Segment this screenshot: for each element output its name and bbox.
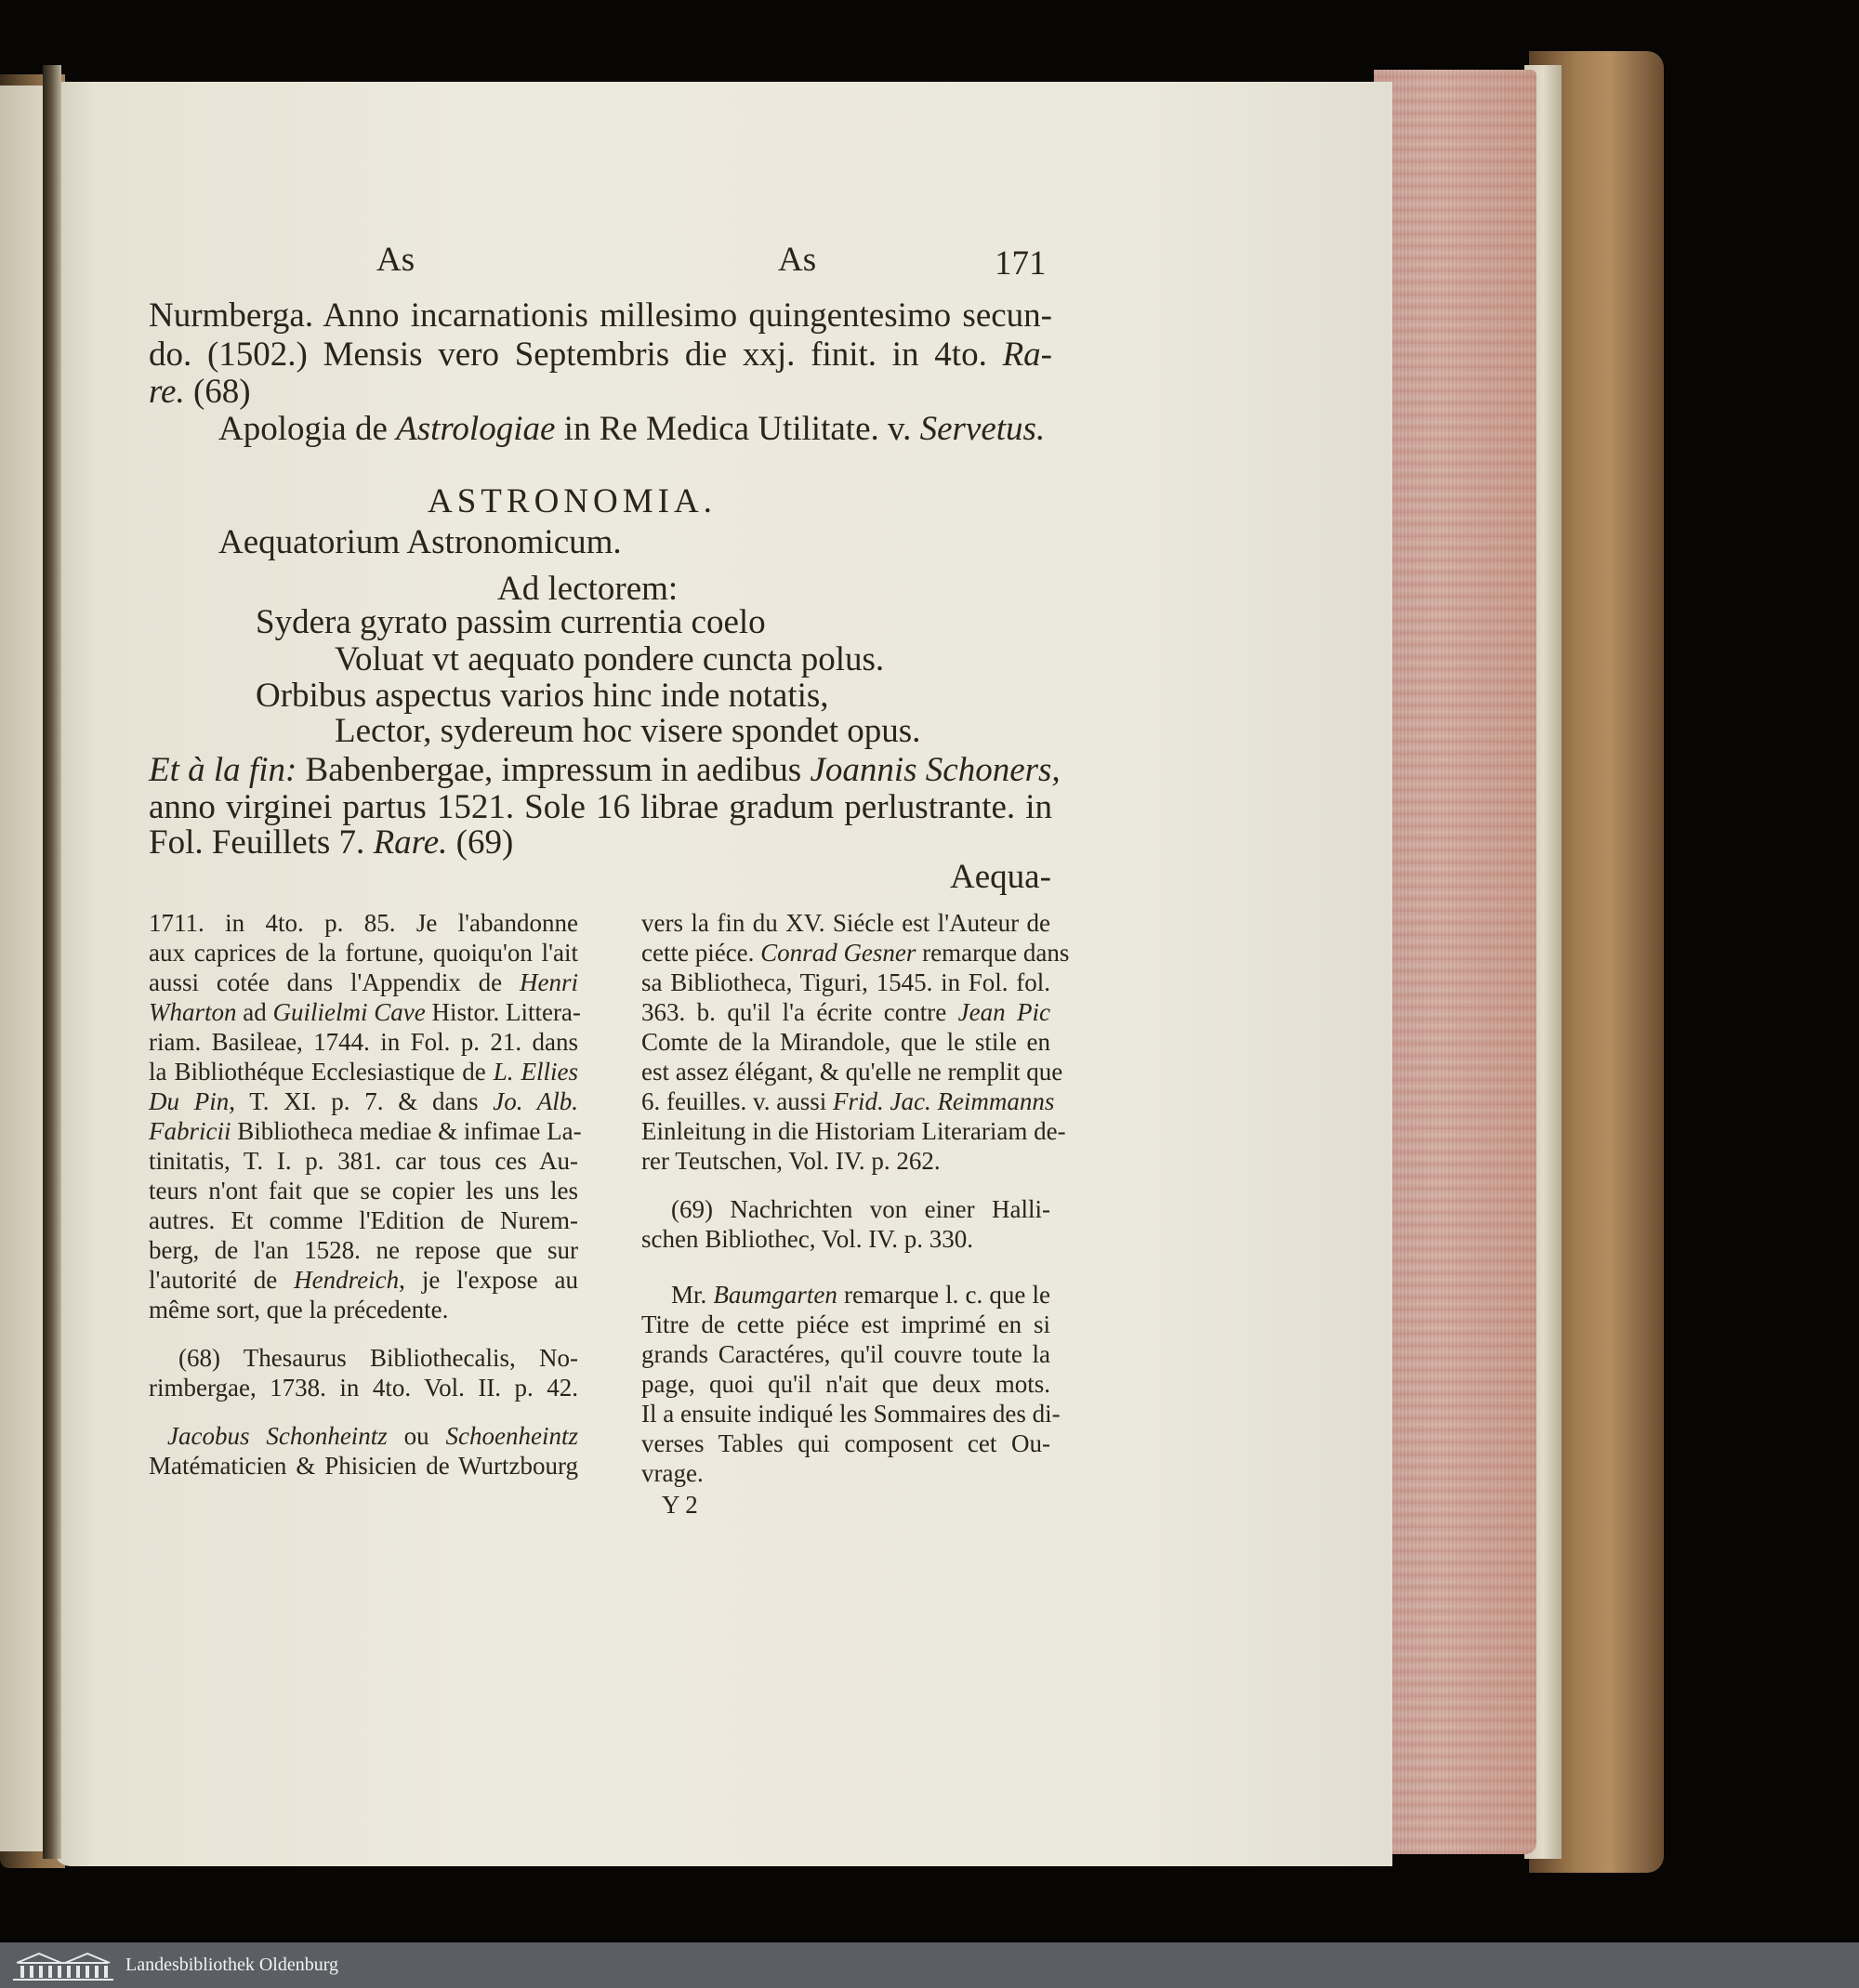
note-line: 6. feuilles. v. aussi Frid. Jac. Reimmanns xyxy=(641,1087,1055,1115)
note-line: Jacobus Schonheintz ou Schoenheintz xyxy=(167,1422,578,1450)
verse-line-2: Voluat vt aequato pondere cuncta polus. xyxy=(335,640,885,678)
main-line-9: Fol. Feuillets 7. Rare. (69) xyxy=(149,823,514,862)
main-line-8: anno virginei partus 1521. Sole 16 librae gradum perlustrante. in xyxy=(149,788,1052,826)
main-line-2: do. (1502.) Mensis vero Septembris die xxj. finit. in 4to. Ra- xyxy=(149,336,1052,374)
left-page-edge xyxy=(0,86,48,1851)
note-line: aussi cotée dans l'Appendix de Henri xyxy=(149,968,578,996)
footer-bar xyxy=(0,1942,1859,1988)
main-line-3: re. (68) xyxy=(149,373,251,411)
note-line: page, quoi qu'il n'ait que deux mots. xyxy=(641,1370,1050,1398)
main-line-1: Nurmberga. Anno incarnationis millesimo quingentesimo secun- xyxy=(149,296,1052,335)
verse-line-1: Sydera gyrato passim currentia coelo xyxy=(256,603,766,641)
note-line: vers la fin du XV. Siécle est l'Auteur de xyxy=(641,909,1050,937)
verse-line-3: Orbibus aspectus varios hinc inde notatis, xyxy=(256,677,829,715)
footnote-69-cont: schen Bibliothec, Vol. IV. p. 330. xyxy=(641,1225,973,1253)
note-line: Titre de cette piéce est imprimé en si xyxy=(641,1310,1050,1338)
footnote-69: (69) Nachrichten von einer Halli- xyxy=(671,1195,1050,1223)
note-line: tinitatis, T. I. p. 381. car tous ces Au- xyxy=(149,1147,578,1175)
note-line: verses Tables qui composent cet Ou- xyxy=(641,1429,1050,1457)
note-line: rer Teutschen, Vol. IV. p. 262. xyxy=(641,1147,941,1175)
main-line-4: Apologia de Astrologiae in Re Medica Utilitate. v. Servetus. xyxy=(218,410,1046,448)
footnote-68-cont: rimbergae, 1738. in 4to. Vol. II. p. 42. xyxy=(149,1374,578,1402)
note-line: grands Caractéres, qu'il couvre toute la xyxy=(641,1340,1050,1368)
page-fore-edge xyxy=(1374,70,1536,1854)
note-line: Wharton ad Guilielmi Cave Histor. Littera- xyxy=(149,998,581,1026)
note-line: berg, de l'an 1528. ne repose que sur xyxy=(149,1236,578,1264)
note-line: Mr. Baumgarten remarque l. c. que le xyxy=(671,1281,1050,1309)
note-line: la Bibliothéque Ecclesiastique de L. Ellies xyxy=(149,1058,578,1086)
footnote-68: (68) Thesaurus Bibliothecalis, No- xyxy=(178,1344,578,1372)
note-line: cette piéce. Conrad Gesner remarque dans xyxy=(641,939,1070,967)
section-heading: ASTRONOMIA. xyxy=(428,482,717,520)
page-number: 171 xyxy=(995,244,1047,283)
catchword: Aequa- xyxy=(950,858,1051,896)
gutter-shadow xyxy=(43,65,61,1859)
footer-institution: Landesbibliothek Oldenburg xyxy=(125,1955,339,1975)
note-line: autres. Et comme l'Edition de Nurem- xyxy=(149,1206,578,1234)
note-line: 1711. in 4to. p. 85. Je l'abandonne xyxy=(149,909,578,937)
note-line: Comte de la Mirandole, que le stile en xyxy=(641,1028,1050,1056)
note-line: est assez élégant, & qu'elle ne remplit que xyxy=(641,1058,1063,1086)
note-line: l'autorité de Hendreich, je l'expose au xyxy=(149,1266,578,1294)
note-line: même sort, que la précedente. xyxy=(149,1296,449,1323)
verse-line-4: Lector, sydereum hoc visere spondet opus. xyxy=(335,712,921,750)
work-title: Aequatorium Astronomicum. xyxy=(218,523,622,561)
main-line-7: Et à la fin: Babenbergae, impressum in aedibus Joannis Schoners, xyxy=(149,751,1061,789)
note-line: Du Pin, T. XI. p. 7. & dans Jo. Alb. xyxy=(149,1087,578,1115)
note-line: 363. b. qu'il l'a écrite contre Jean Pic xyxy=(641,998,1051,1026)
header-left: As xyxy=(376,241,415,279)
note-line: vrage. xyxy=(641,1459,704,1487)
signature-mark: Y 2 xyxy=(662,1491,698,1519)
note-line: aux caprices de la fortune, quoiqu'on l'ait xyxy=(149,939,578,967)
note-line: Fabricii Bibliotheca mediae & infimae La- xyxy=(149,1117,582,1145)
verse-address: Ad lectorem: xyxy=(497,570,679,608)
note-line: teurs n'ont fait que se copier les uns les xyxy=(149,1177,578,1205)
note-line: Matématicien & Phisicien de Wurtzbourg xyxy=(149,1452,578,1480)
library-building-icon xyxy=(11,1950,115,1981)
note-line: riam. Basileae, 1744. in Fol. p. 21. dans xyxy=(149,1028,578,1056)
note-line: sa Bibliotheca, Tiguri, 1545. in Fol. fol. xyxy=(641,968,1050,996)
header-center: As xyxy=(778,241,817,279)
note-line: Einleitung in die Historiam Literariam de- xyxy=(641,1117,1066,1145)
note-line: Il a ensuite indiqué les Sommaires des di- xyxy=(641,1400,1061,1428)
